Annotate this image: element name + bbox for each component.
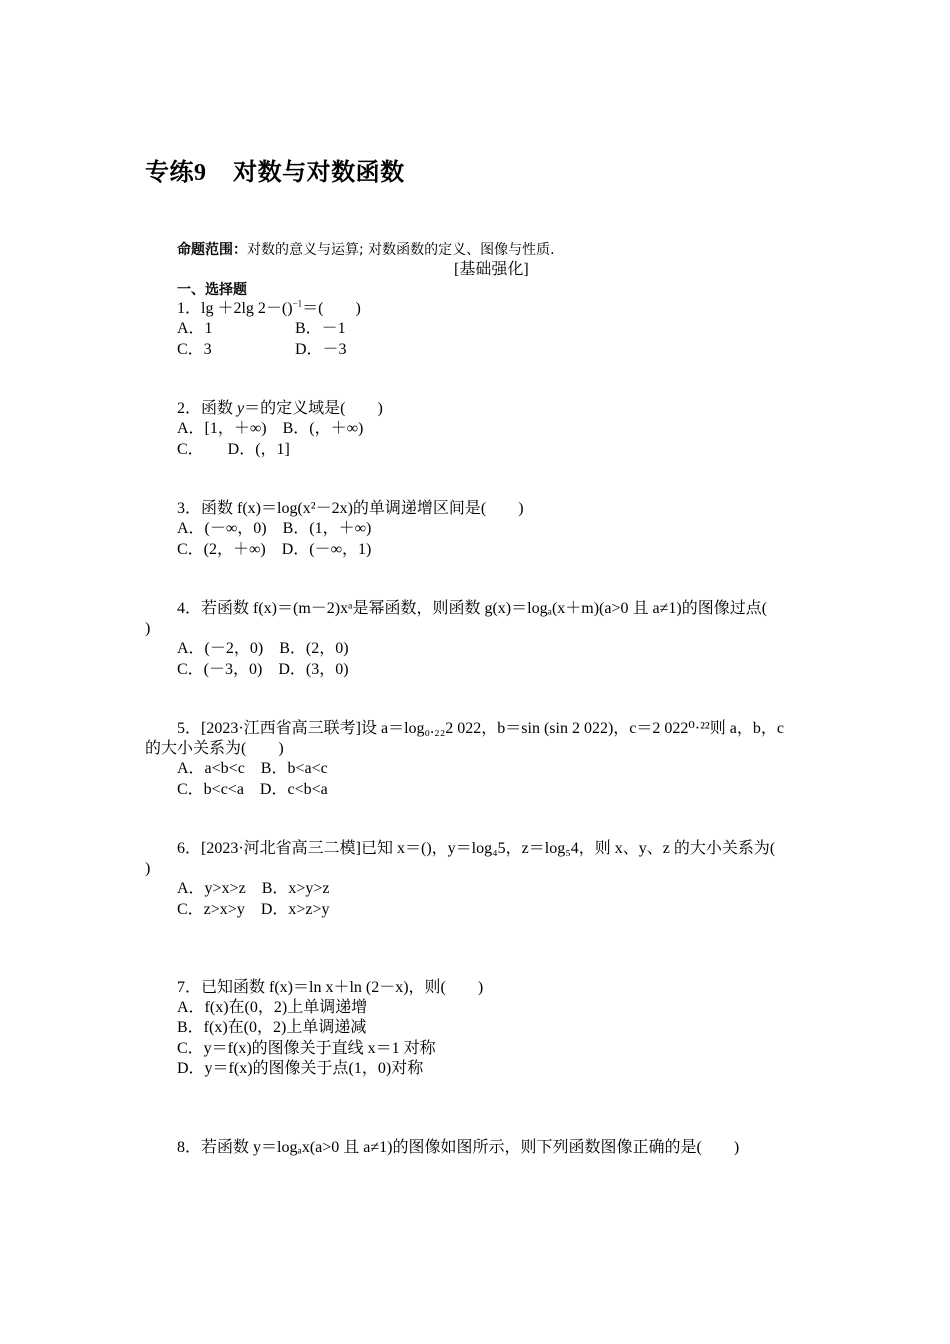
q2-options-cd: C． D．(，1] [177,441,290,458]
q1-options-cd [177,340,347,360]
question-1 [177,299,361,319]
q5-continuation: 的大小关系为( ) [145,740,284,757]
q8-text: 若函数 y＝logₐx(a>0 且 a≠1)的图像如图所示，则下列函数图像正确的是( ) [201,1139,740,1156]
q5-options-ab: A．a<b<c B．b<a<c [177,760,328,777]
question-4 [177,599,767,619]
q2-variable: y [237,400,245,417]
q4-number: 4． [177,600,202,617]
question-2 [177,399,383,419]
q5-text: [2023·江西省高三联考]设 a＝log₀.₂₂2 022，b＝sin (sin 2 022)，c＝2 022⁰·²²则 a，b，c [201,720,784,737]
q6-number: 6． [177,840,202,857]
q7-option-c: C．y＝f(x)的图像关于直线 x＝1 对称 [177,1040,436,1057]
q1-option-a: A．1 [177,320,213,337]
section-heading: 一、选择题 [177,282,247,298]
question-7 [177,978,483,998]
level-label: [基础强化] [454,261,529,278]
q6-text: [2023·河北省高三二模]已知 x＝()，y＝log₄5，z＝log₅4，则 x、y、z 的大小关系为( [201,840,776,857]
title-number: 9 [194,160,207,186]
q1-options-ab [177,319,346,339]
q4-text: 若函数 f(x)＝(m－2)xᵃ是幂函数，则函数 g(x)＝logₐ(x＋m)(a>0 且 a≠1)的图像过点( [201,600,768,617]
q3-number: 3． [177,500,202,517]
page-title [145,152,405,187]
q4-options-cd: C．(－3，0) D．(3，0) [177,661,349,678]
q1-option-c: C．3 [177,341,212,358]
question-5 [177,719,784,739]
q7-text: 已知函数 f(x)＝ln x＋ln (2－x)，则( ) [201,979,484,996]
q1-tail: ＝( ) [302,300,361,317]
q1-exponent: −1 [292,298,303,309]
q2-number: 2． [177,400,202,417]
title-prefix: 专练 [145,158,194,186]
scope-line [177,240,555,260]
q3-options-ab: A．(－∞，0) B．(1，＋∞) [177,520,372,537]
q5-number: 5． [177,720,202,737]
q3-text: 函数 f(x)＝log(x²－2x)的单调递增区间是( ) [201,500,524,517]
q2-options-ab: A．[1，＋∞) B．(，＋∞) [177,420,364,437]
q7-option-a: A．f(x)在(0，2)上单调递增 [177,999,368,1016]
q7-option-b: B．f(x)在(0，2)上单调递减 [177,1019,367,1036]
scope-text: 对数的意义与运算; 对数函数的定义、图像与性质. [247,242,555,258]
q6-options-ab: A．y>x>z B．x>y>z [177,880,330,897]
q3-options-cd: C．(2，＋∞) D．(－∞，1) [177,541,372,558]
q7-option-d: D．y＝f(x)的图像关于点(1，0)对称 [177,1060,424,1077]
q1-number: 1． [177,300,202,317]
q5-options-cd: C．b<c<a D．c<b<a [177,781,328,798]
q2-stem: 函数 [201,400,238,417]
q1-option-d: D．－3 [295,341,347,358]
title-main: 对数与对数函数 [233,158,405,186]
q7-number: 7． [177,979,202,996]
question-6 [177,839,775,859]
question-8 [177,1138,739,1158]
question-3 [177,499,524,519]
q1-option-b: B．－1 [295,320,346,337]
q6-continuation: ) [145,860,151,877]
q6-options-cd: C．z>x>y D．x>z>y [177,901,330,918]
q1-stem: lg ＋2lg 2－() [201,300,293,317]
q2-rest: ＝的定义域是( ) [244,400,383,417]
scope-label: 命题范围： [177,242,247,258]
q4-options-ab: A．(－2，0) B．(2，0) [177,640,349,657]
q4-continuation: ) [145,620,151,637]
q8-number: 8． [177,1139,202,1156]
